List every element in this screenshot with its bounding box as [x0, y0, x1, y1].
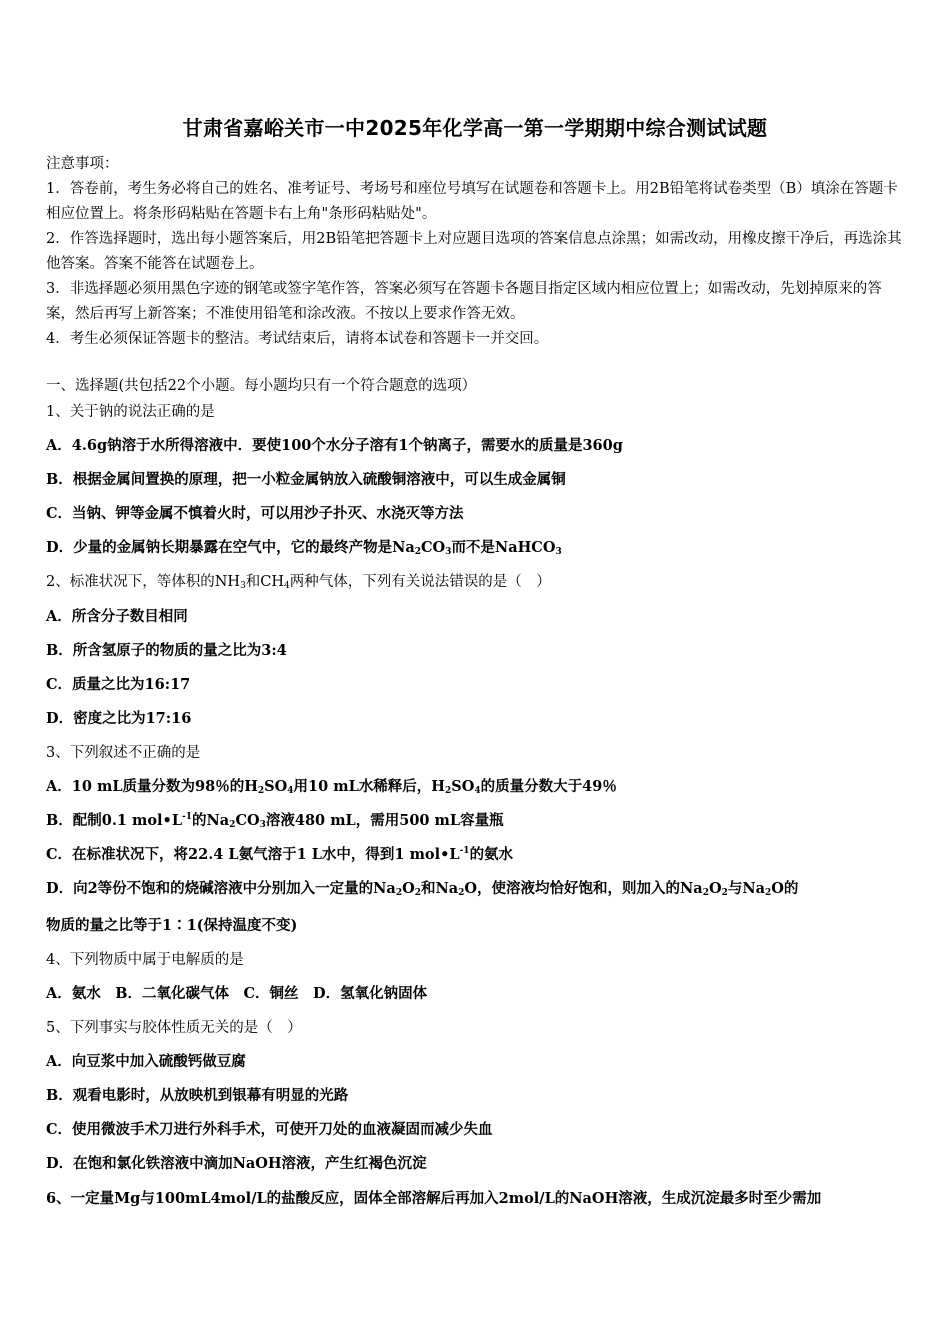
question-2-option-b: B．所含氢原子的物质的量之比为3:4 — [46, 642, 287, 659]
question-1-option-a: A．4.6g钠溶于水所得溶液中．要使100个水分子溶有1个钠离子，需要水的质量是360g — [46, 437, 623, 454]
question-5-option-d: D．在饱和氯化铁溶液中滴加NaOH溶液，产生红褐色沉淀 — [46, 1155, 427, 1172]
question-4-stem: 4、下列物质中属于电解质的是 — [46, 952, 244, 968]
question-5-stem: 5、下列事实与胶体性质无关的是（ ） — [46, 1020, 302, 1036]
question-5-option-b: B．观看电影时，从放映机到银幕有明显的光路 — [46, 1087, 349, 1104]
question-2-option-c: C．质量之比为16:17 — [46, 676, 191, 693]
question-3-option-d: D．向2等份不饱和的烧碱溶液中分别加入一定量的$Na_2O_2$和$Na_2O$，使溶液均恰好饱和，则加入的$Na_2O_2$与$Na_2O$的 — [46, 880, 799, 898]
question-1-option-d: D．少量的金属钠长期暴露在空气中，它的最终产物是$Na_2CO_3$而不是NaHCO$_3$ — [46, 539, 562, 557]
notice-item: 3．非选择题必须用黑色字迹的钢笔或签字笔作答，答案必须写在答题卡各题目指定区域内相应位置上；如需改动，先划掉原来的答案，然后再写上新答案；不准使用铅笔和涂改液。不按以上要求作答无效。 — [46, 281, 882, 322]
question-3-stem: 3、下列叙述不正确的是 — [46, 745, 201, 761]
question-2-stem: 2、标准状况下，等体积的$NH_3$和$CH_4$两种气体，下列有关说法错误的是（ ） — [46, 574, 551, 591]
notice-item: 1．答卷前，考生务必将自己的姓名、准考证号、考场号和座位号填写在试题卷和答题卡上。用2B铅笔将试卷类型（B）填涂在答题卡相应位置上。将条形码粘贴在答题卡右上角"条形码粘贴处"。 — [46, 181, 898, 222]
notice-item: 4．考生必须保证答题卡的整洁。考试结束后，请将本试卷和答题卡一并交回。 — [46, 331, 549, 347]
question-1-option-b: B．根据金属间置换的原理，把一小粒金属钠放入硫酸铜溶液中，可以生成金属铜 — [46, 471, 566, 488]
notice-block — [46, 152, 908, 352]
question-1-stem: 1、关于钠的说法正确的是 — [46, 404, 215, 420]
question-2-option-d: D．密度之比为17:16 — [46, 710, 192, 727]
question-4-options: A．氨水 B．二氧化碳气体 C．铜丝 D．氢氧化钠固体 — [46, 985, 428, 1002]
page-title: 甘肃省嘉峪关市一中2025年化学高一第一学期期中综合测试试题 — [182, 116, 768, 140]
notice-heading: 注意事项： — [46, 156, 119, 172]
question-1-option-c: C．当钠、钾等金属不慎着火时，可以用沙子扑灭、水浇灭等方法 — [46, 505, 464, 522]
section-heading: 一、选择题(共包括22个小题。每小题均只有一个符合题意的选项） — [46, 378, 477, 394]
question-2-option-a: A．所含分子数目相同 — [46, 608, 188, 625]
question-3-option-c: C．在标准状况下，将22.4 L氨气溶于1 L水中，得到1 $mol•L^{-1}$的氨水 — [46, 846, 514, 863]
question-3-option-a: A．10 mL质量分数为98％的$H_2SO_4$用10 mL水稀释后，$H_2SO_4$的质量分数大于49％ — [46, 778, 617, 796]
question-3-option-d-continued: 物质的量之比等于1∶1(保持温度不变) — [46, 917, 298, 934]
question-3-option-b: B．配制0.1 $mol•L^{-1}$的$Na_2CO_3$溶液480 mL，需用500 mL容量瓶 — [46, 812, 504, 830]
question-6-stem: 6、一定量Mg与100mL4mol/L的盐酸反应，固体全部溶解后再加入2mol/L的NaOH溶液，生成沉淀最多时至少需加 — [46, 1190, 822, 1207]
question-5-option-a: A．向豆浆中加入硫酸钙做豆腐 — [46, 1053, 246, 1070]
question-5-option-c: C．使用微波手术刀进行外科手术，可使开刀处的血液凝固而减少失血 — [46, 1121, 493, 1138]
notice-item: 2．作答选择题时，选出每小题答案后，用2B铅笔把答题卡上对应题目选项的答案信息点涂黑；如需改动，用橡皮擦干净后，再选涂其他答案。答案不能答在试题卷上。 — [46, 231, 902, 272]
